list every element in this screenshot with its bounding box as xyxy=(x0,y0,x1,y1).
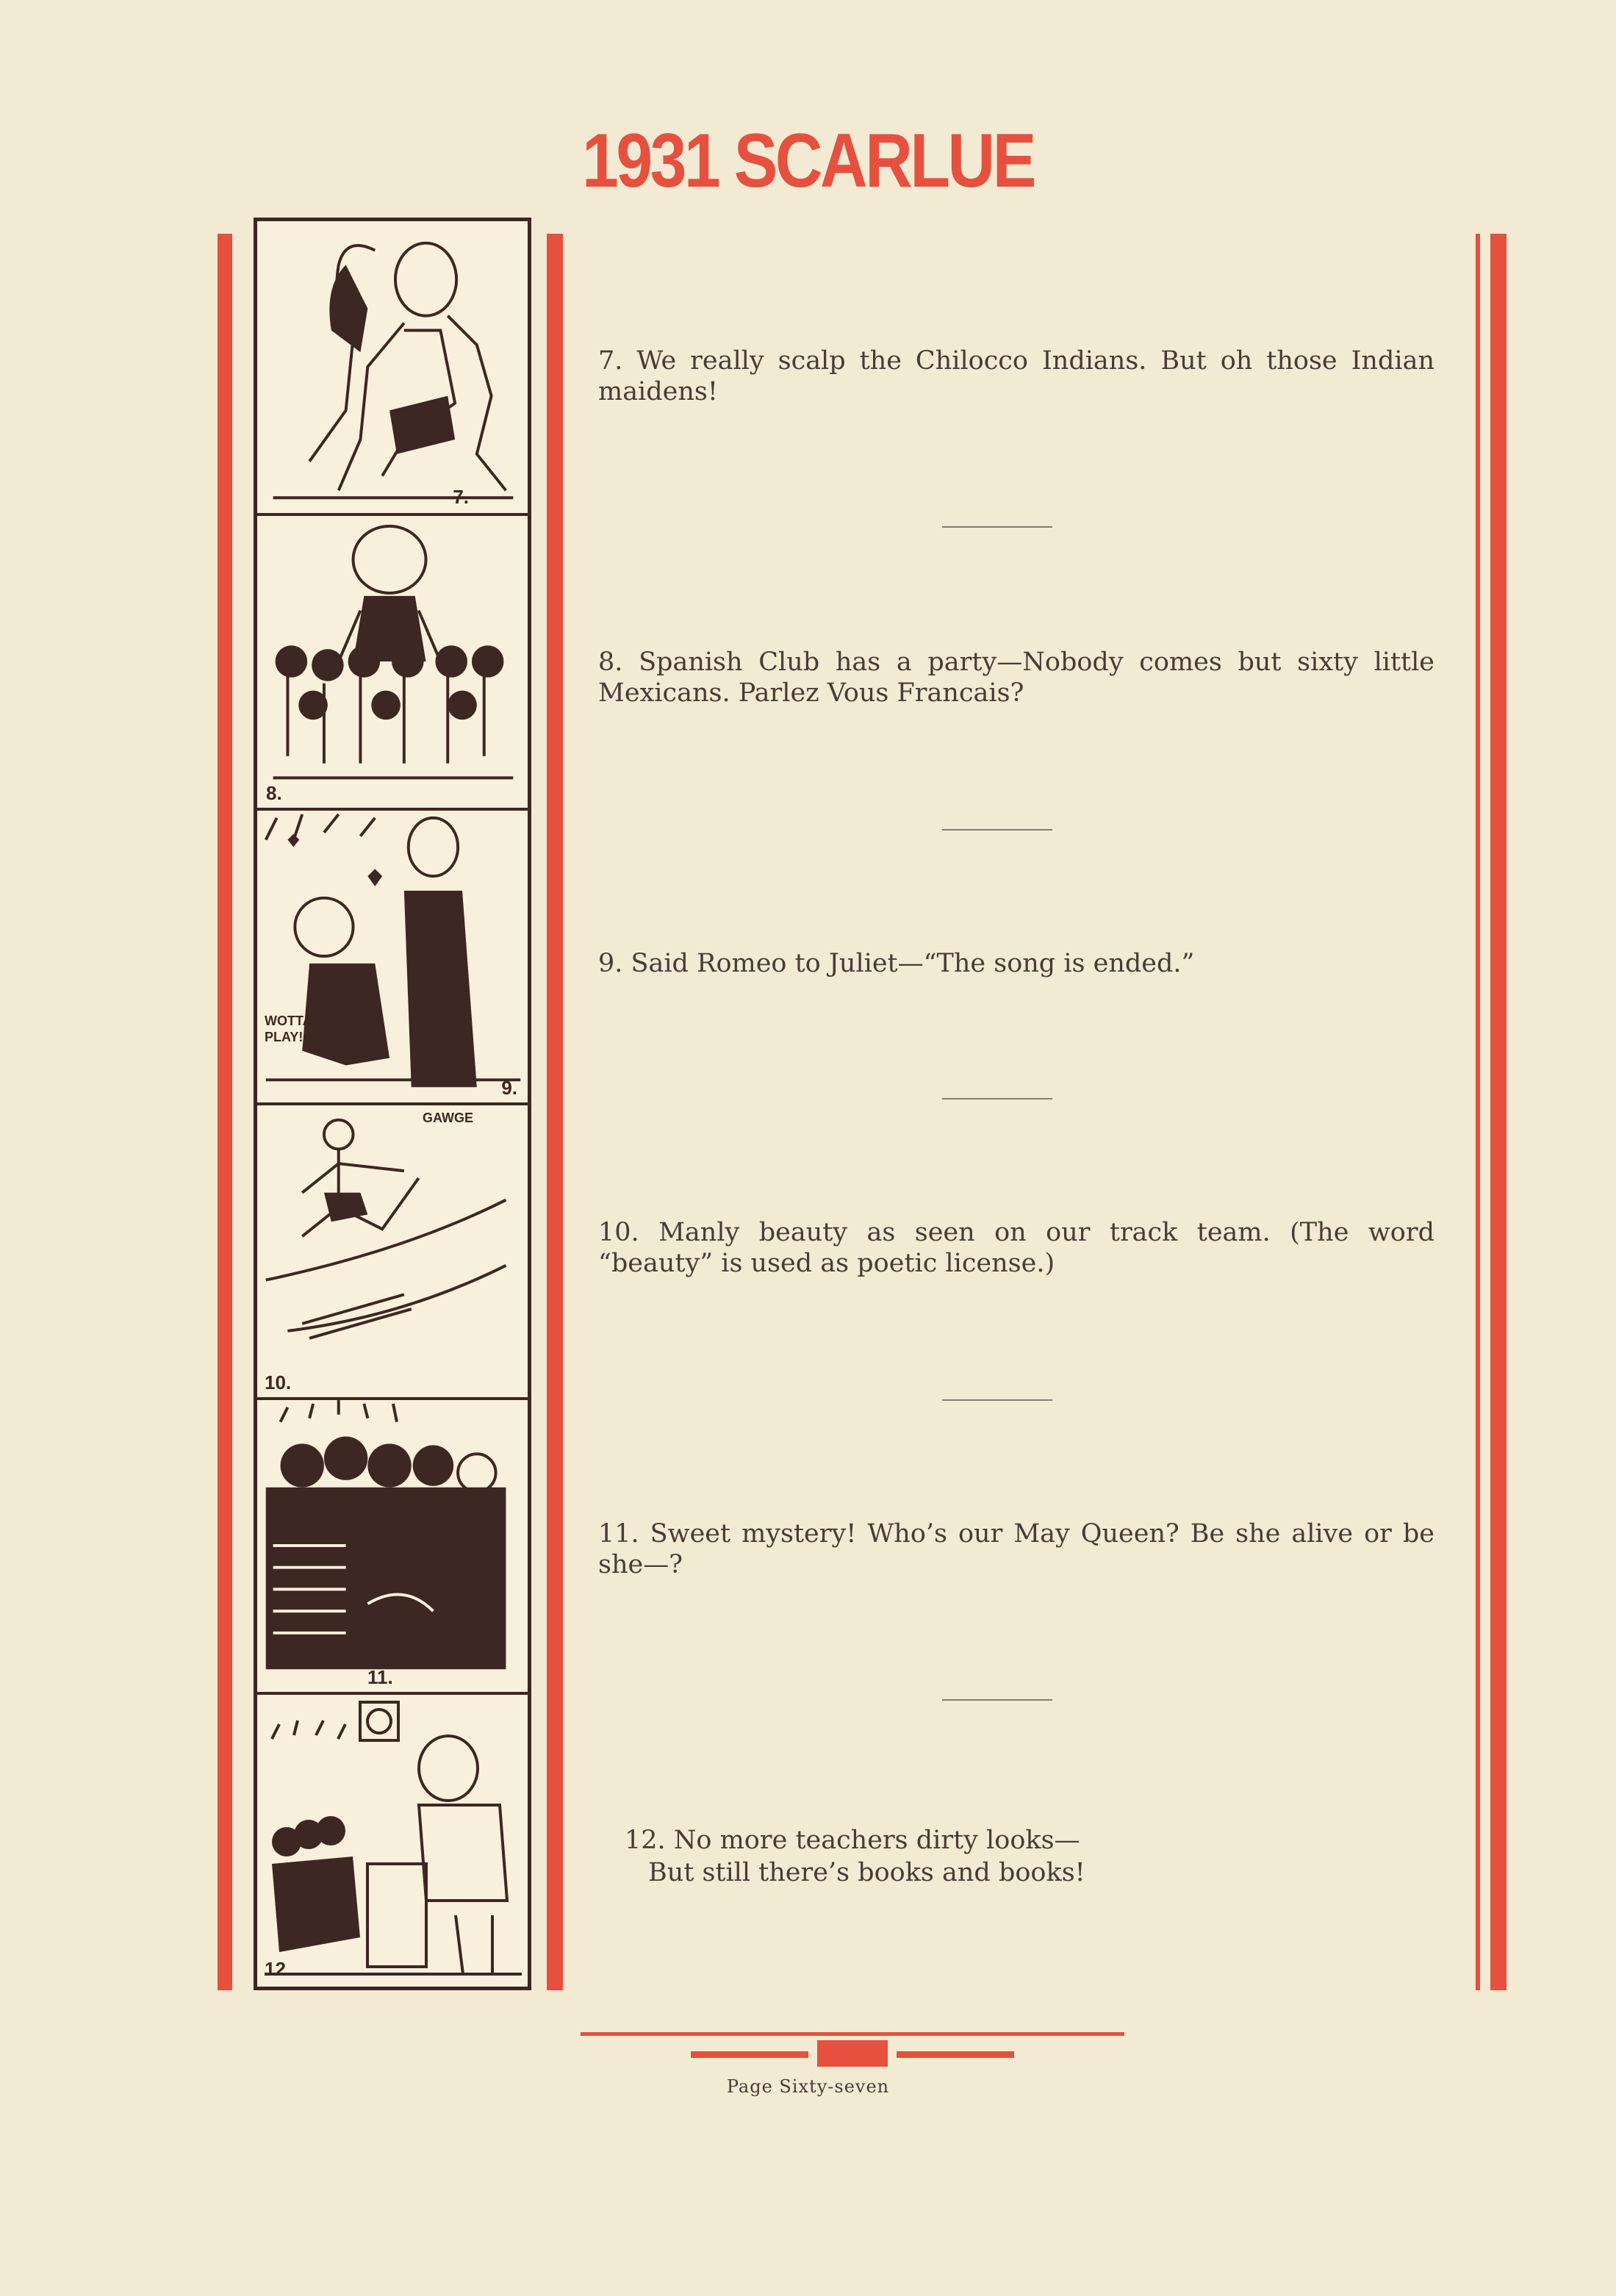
track-runner-illustration xyxy=(257,1105,528,1397)
footer-ornament-center xyxy=(817,2040,888,2067)
separator-rule xyxy=(942,1399,1052,1401)
wrestling-illustration xyxy=(257,221,528,513)
footer-ornament-left xyxy=(691,2051,808,2058)
dancer-with-children-illustration xyxy=(257,516,528,808)
cartoon-panel-10 xyxy=(257,1105,528,1400)
cartoon-panel-8 xyxy=(257,516,528,811)
separator-rule xyxy=(942,1699,1052,1701)
separator-rule xyxy=(942,1098,1052,1099)
panel-number: 7. xyxy=(453,486,469,508)
right-border-bar-thick xyxy=(1490,234,1507,1990)
panel-number: 11. xyxy=(367,1666,393,1688)
footer-rule xyxy=(581,2032,1124,2036)
panel-number: 12. xyxy=(265,1958,292,1980)
left-border-bar-inner xyxy=(547,234,563,1990)
footer-ornament-right xyxy=(897,2051,1014,2058)
joke-item-7: 7. We really scalp the Chilocco Indians. But oh those Indian maidens! xyxy=(598,346,1434,406)
separator-rule xyxy=(942,526,1052,528)
page-title: 1931 SCARLUE xyxy=(582,118,1034,204)
panel-number: 9. xyxy=(501,1077,517,1099)
joke-item-10: 10. Manly beauty as seen on our track team. (The word “beauty” is used as poetic license.) xyxy=(598,1218,1434,1278)
cartoon-panel-11 xyxy=(257,1400,528,1695)
separator-rule xyxy=(942,829,1052,830)
joke-item-12-line-2: But still there’s books and books! xyxy=(648,1858,1085,1887)
panel-number: 10. xyxy=(265,1371,292,1393)
page-number: Page Sixty-seven xyxy=(726,2076,890,2097)
joke-item-12-line-1: 12. No more teachers dirty looks— xyxy=(625,1826,1080,1855)
cartoon-panel-9 xyxy=(257,811,528,1105)
cartoon-panel-7 xyxy=(257,221,528,516)
joke-item-9: 9. Said Romeo to Juliet—“The song is ended.” xyxy=(598,949,1195,978)
speech-text: WOTTA PLAY! xyxy=(265,1014,312,1044)
teacher-illustration xyxy=(257,1695,528,1984)
crowd-illustration xyxy=(257,1400,528,1692)
joke-item-12 xyxy=(625,1824,1085,1889)
cartoon-panel-12 xyxy=(257,1695,528,1984)
speech-text: GAWGE xyxy=(423,1111,474,1125)
cartoon-strip xyxy=(254,218,531,1990)
panel-number: 8. xyxy=(266,782,282,804)
left-border-bar-outer xyxy=(218,234,232,1990)
joke-item-8: 8. Spanish Club has a party—Nobody comes but sixty little Mexicans. Parlez Vous Francais? xyxy=(598,647,1434,708)
right-border-bar-thin xyxy=(1476,234,1480,1990)
romeo-juliet-illustration xyxy=(257,811,528,1102)
joke-item-11: 11. Sweet mystery! Who’s our May Queen? Be she alive or be she—? xyxy=(598,1519,1434,1579)
